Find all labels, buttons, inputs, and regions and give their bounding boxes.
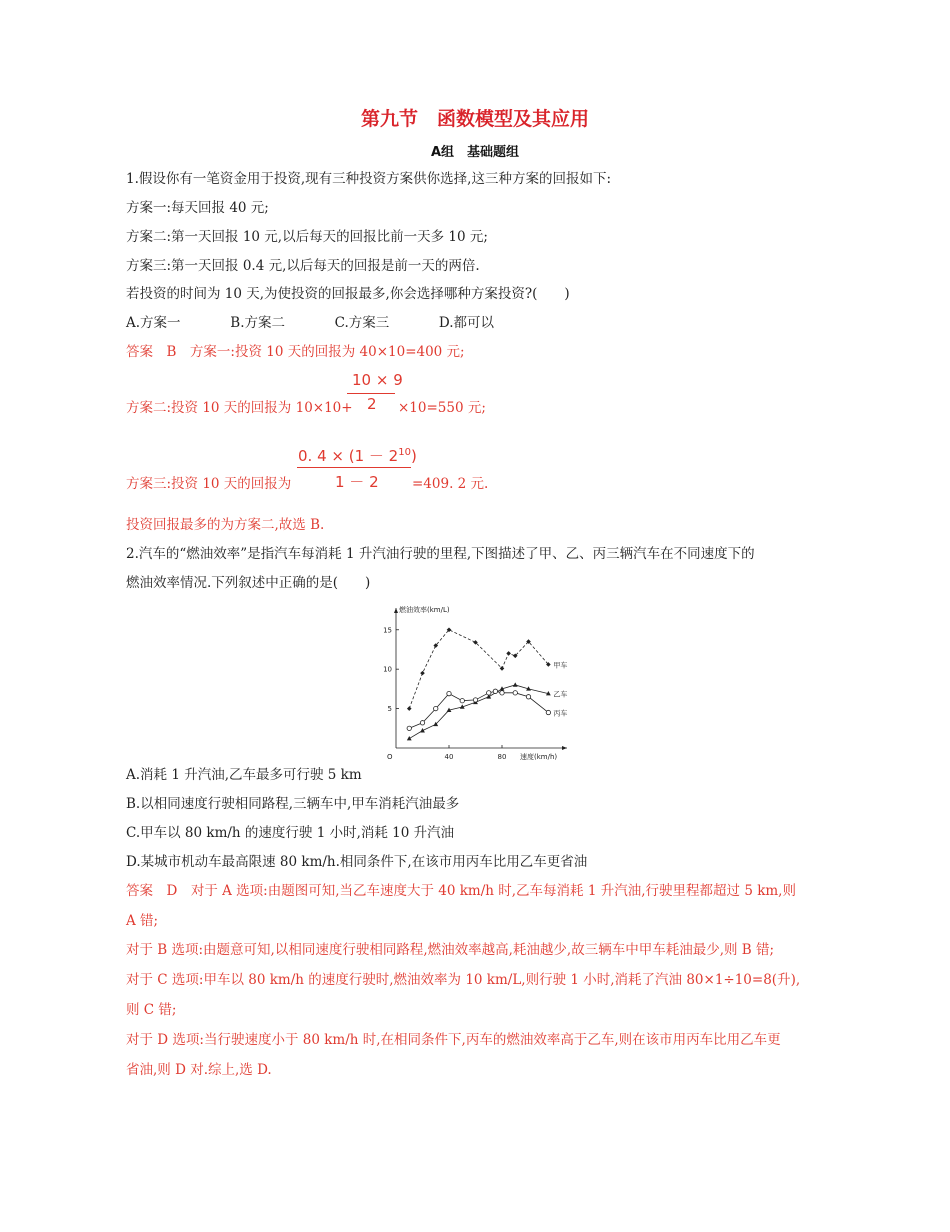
q2-option-c: C.甲车以 80 km/h 的速度行驶 1 小时,消耗 10 升汽油: [126, 825, 455, 841]
origin-label: O: [387, 753, 393, 760]
q1-plan3-suffix: =409. 2 元.: [412, 476, 489, 492]
data-point: [546, 710, 550, 714]
data-point: [513, 691, 517, 695]
page-title: 第九节 函数模型及其应用: [360, 108, 589, 130]
plan3-fraction-bar: [297, 467, 411, 468]
q1-option-a: A.方案一: [126, 315, 181, 331]
group-title: A组 基础题组: [430, 145, 520, 160]
data-point: [493, 689, 497, 693]
data-point: [434, 706, 438, 710]
q1-plan2: 方案二:第一天回报 10 元,以后每天的回报比前一天多 10 元;: [126, 229, 488, 245]
x-axis-arrow: [562, 746, 567, 750]
y-axis-label: 燃油效率(km/L): [399, 606, 450, 614]
fuel-efficiency-chart: [365, 598, 580, 760]
q2-option-a: A.消耗 1 升汽油,乙车最多可行驶 5 km: [126, 767, 362, 783]
x-tick-label: 40: [444, 753, 454, 760]
q2-answer-line6: 对于 D 选项:当行驶速度小于 80 km/h 时,在相同条件下,丙车的燃油效率高于乙车,则在该市用丙车比用乙车更: [126, 1032, 781, 1048]
series-label: 甲车: [553, 661, 568, 670]
data-point: [506, 651, 511, 656]
q2-answer-line3: 对于 B 选项:由题意可知,以相同速度行驶相同路程,燃油效率越高,耗油越少,故三辆车中甲车耗油最少,则 B 错;: [126, 942, 775, 958]
q1-plan2-suffix: ×10=550 元;: [398, 400, 486, 416]
q2-answer-line5: 则 C 错;: [126, 1002, 177, 1018]
y-tick-label: 15: [383, 626, 392, 635]
q1-plan3-prefix: 方案三:投资 10 天的回报为: [126, 476, 292, 492]
data-point: [447, 691, 451, 695]
q1-stem: 1.假设你有一笔资金用于投资,现有三种投资方案供你选择,这三种方案的回报如下:: [126, 171, 612, 187]
q1-plan1: 方案一:每天回报 40 元;: [126, 200, 269, 216]
q2-answer-line2: A 错;: [126, 913, 159, 929]
data-point: [526, 695, 530, 699]
data-point: [473, 698, 477, 702]
plan3-fraction-denominator: 1 － 2: [335, 473, 379, 491]
q1-options: [126, 314, 539, 332]
series-label: 丙车: [553, 709, 568, 718]
series-line-1: [409, 685, 548, 739]
series-label: 乙车: [553, 690, 568, 699]
y-axis-arrow: [394, 608, 398, 613]
q1-option-d: D.都可以: [438, 315, 495, 331]
q2-stem-line2: 燃油效率情况.下列叙述中正确的是( ): [126, 575, 371, 591]
q1-plan3: 方案三:第一天回报 0.4 元,以后每天的回报是前一天的两倍.: [126, 258, 480, 274]
q1-plan2-prefix: 方案二:投资 10 天的回报为 10×10+: [126, 400, 353, 416]
q2-option-d: D.某城市机动车最高限速 80 km/h.相同条件下,在该市用丙车比用乙车更省油: [126, 854, 588, 870]
data-point: [500, 691, 504, 695]
plan3-numerator-close: ): [410, 447, 417, 465]
q1-answer-line: 答案 B 方案一:投资 10 天的回报为 40×10=400 元;: [126, 344, 465, 360]
q2-answer-line7: 省油,则 D 对.综上,选 D.: [126, 1062, 272, 1078]
plan2-fraction-numerator: 10 × 9: [352, 371, 403, 389]
data-point: [407, 726, 411, 730]
y-tick-label: 5: [387, 705, 392, 714]
q1-question: 若投资的时间为 10 天,为使投资的回报最多,你会选择哪种方案投资?( ): [126, 286, 570, 302]
x-tick-label: 80: [497, 753, 507, 760]
data-point: [420, 721, 424, 725]
data-point: [460, 699, 464, 703]
data-point: [500, 666, 505, 671]
data-point: [513, 682, 518, 686]
data-point: [420, 671, 425, 676]
y-tick-label: 10: [383, 665, 392, 674]
q1-conclusion: 投资回报最多的为方案二,故选 B.: [126, 517, 325, 533]
q1-option-b: B.方案二: [230, 315, 286, 331]
plan2-fraction-bar: [347, 393, 395, 394]
plan3-fraction-numerator: [298, 445, 417, 466]
plan2-fraction-denominator: 2: [367, 395, 377, 413]
x-axis-label: 速度(km/h): [520, 753, 558, 760]
q2-option-b: B.以相同速度行驶相同路程,三辆车中,甲车消耗汽油最多: [126, 796, 460, 812]
data-point: [487, 691, 491, 695]
q1-option-c: C.方案三: [334, 315, 390, 331]
data-point: [407, 736, 412, 740]
q2-answer-line1: 答案 D 对于 A 选项:由题图可知,当乙车速度大于 40 km/h 时,乙车每消耗 1 升汽油,行驶里程都超过 5 km,则: [126, 883, 796, 899]
data-point: [407, 706, 412, 711]
q2-stem-line1: 2.汽车的“燃油效率”是指汽车每消耗 1 升汽油行驶的里程,下图描述了甲、乙、丙三辆汽车在不同速度下的: [126, 546, 755, 562]
plan3-numerator-exponent: 10: [398, 447, 411, 458]
q2-answer-line4: 对于 C 选项:甲车以 80 km/h 的速度行驶时,燃油效率为 10 km/L,则行驶 1 小时,消耗了汽油 80×1÷10=8(升),: [126, 972, 801, 988]
plan3-numerator-base: 0. 4 × (1 － 2: [298, 447, 399, 465]
